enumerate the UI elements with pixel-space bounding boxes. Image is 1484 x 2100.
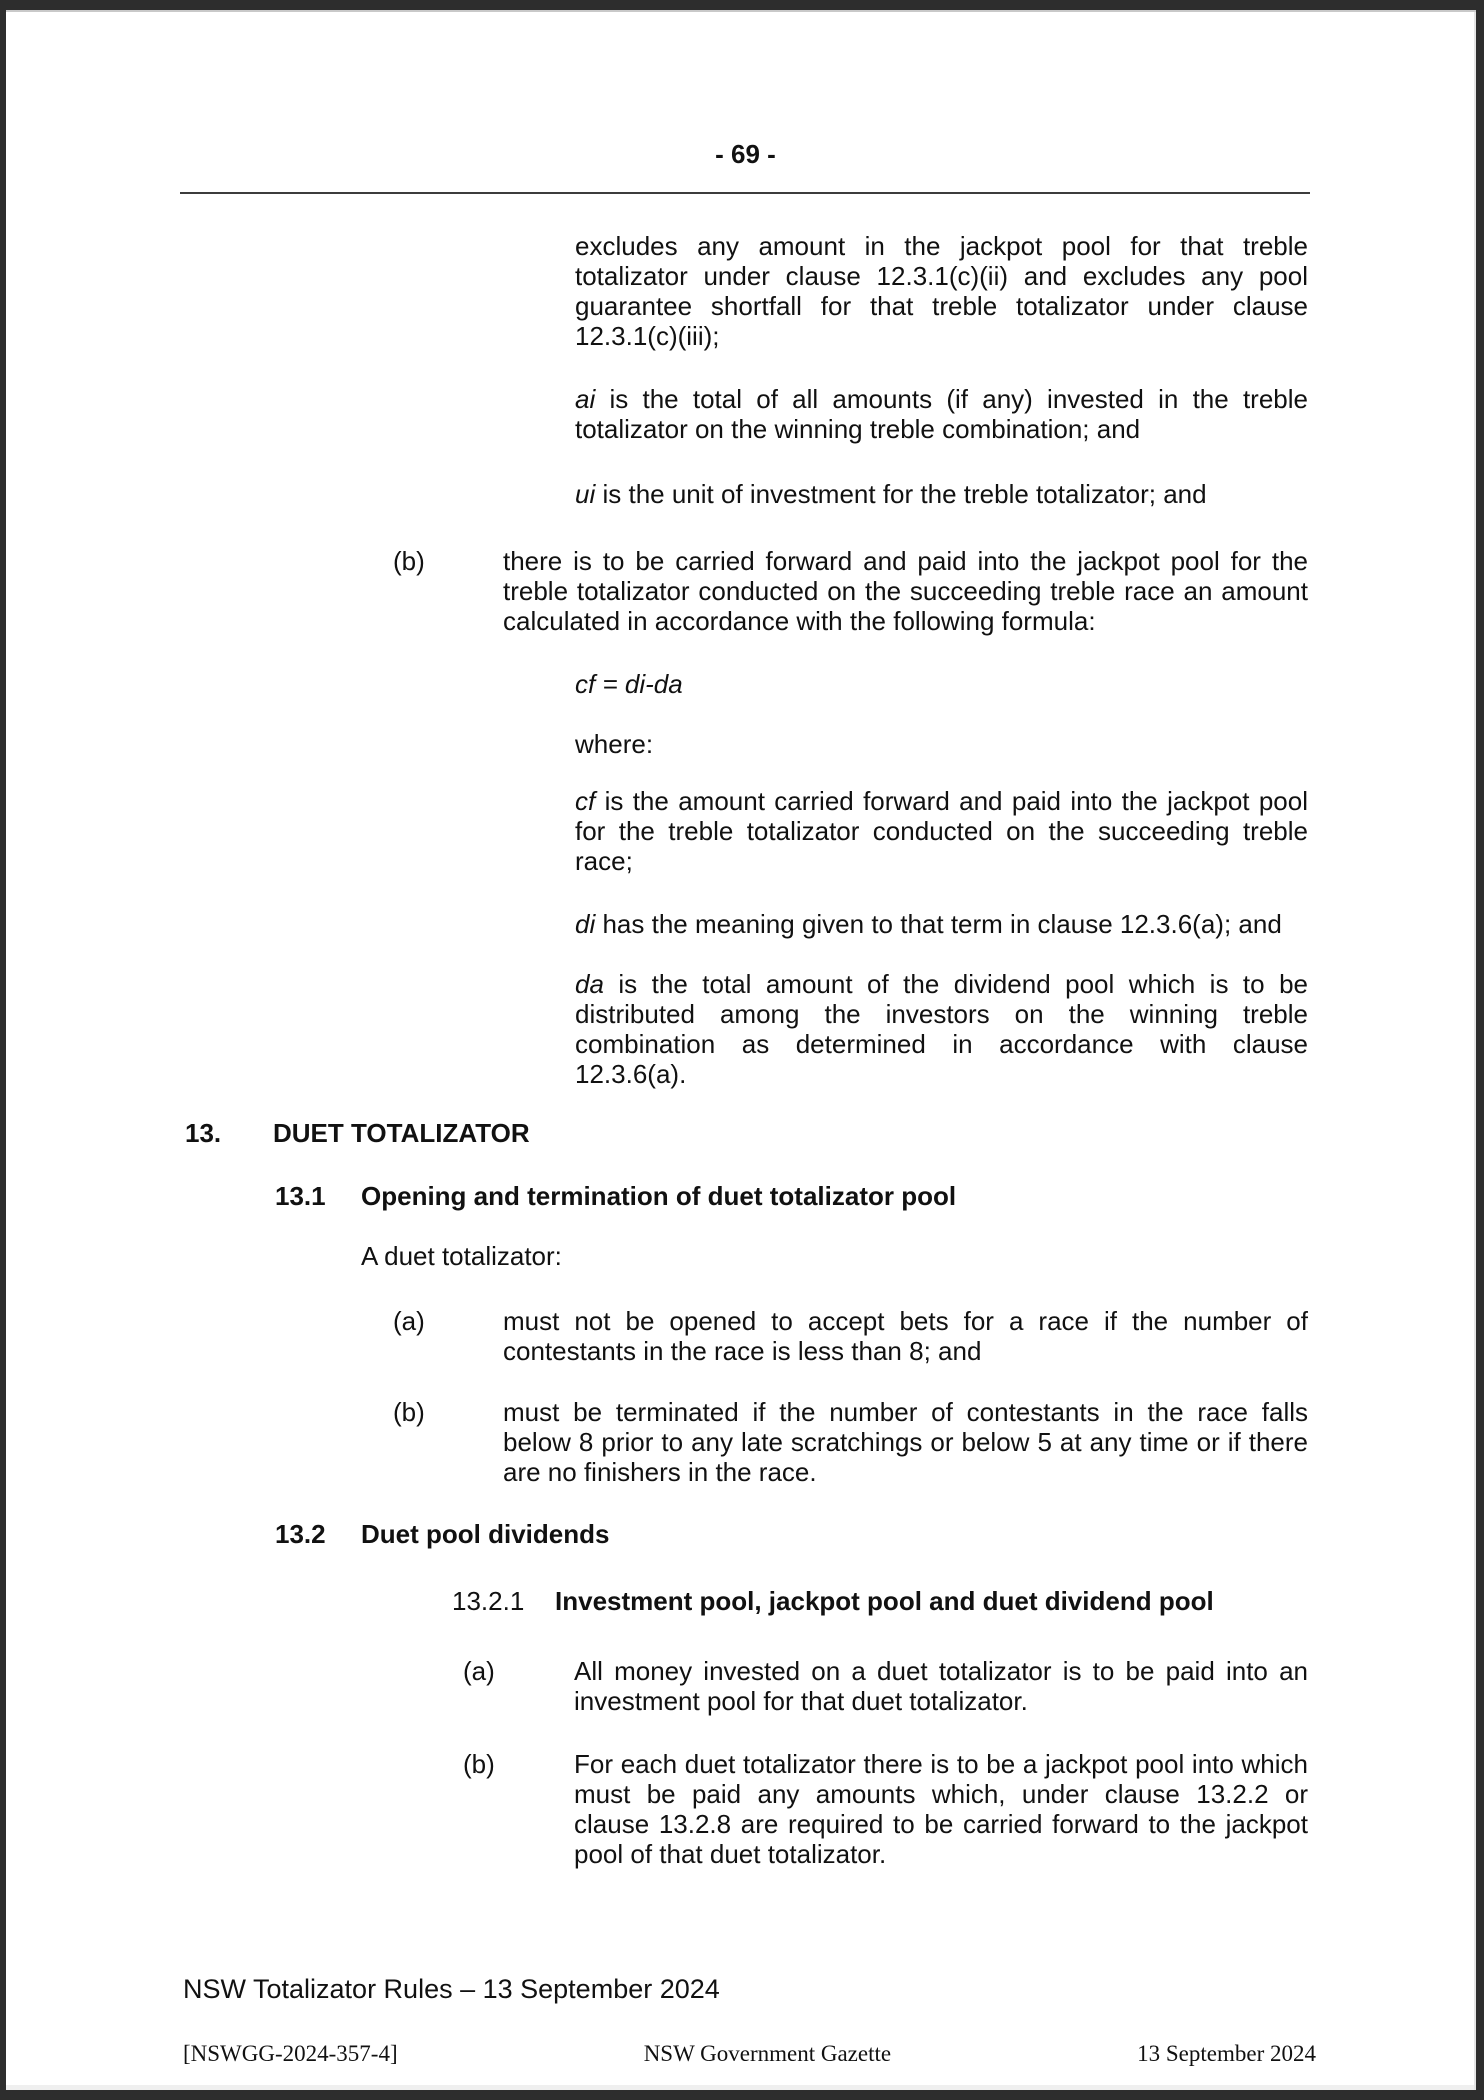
section-heading-13-1 [183,1181,1308,1211]
footer-document-title: NSW Totalizator Rules – 13 September 2024 [183,1974,720,2004]
paragraph-duet-totalizator: A duet totalizator: [361,1241,562,1271]
clause-item-b-jackpot-pool [183,1749,1308,1869]
section-heading-13 [183,1118,1308,1148]
footer-date: 13 September 2024 [1137,2041,1316,2066]
section-title: Investment pool, jackpot pool and duet dividend pool [555,1586,1214,1616]
definition-excludes: excludes any amount in the jackpot pool for that treble totalizator under clause 12.3.1(c)(ii) and excludes any pool guarantee shortfall for that treble totalizator under clause 12.3.1(c)(iii); [575,231,1308,351]
clause-item-a-investment-pool [183,1656,1308,1716]
formula [575,669,1308,699]
formula-text: cf = di-da [575,669,683,699]
item-marker: (a) [393,1306,425,1336]
definition-cf-text: is the amount carried forward and paid into the jackpot pool for the treble totalizator conducted on the succeeding treble race; [575,786,1308,876]
definition-da-text: is the total amount of the dividend pool which is to be distributed among the investors on the winning treble combination as determined in accordance with clause 12.3.6(a). [575,969,1308,1089]
definition-ui [575,479,1308,509]
item-text: All money invested on a duet totalizator is to be paid into an investment pool for that duet totalizator. [574,1656,1308,1716]
footer-reference: [NSWGG-2024-357-4] [183,2041,398,2066]
item-marker: (b) [463,1749,495,1779]
item-marker: (a) [463,1656,495,1686]
term-cf: cf [575,786,596,816]
definition-di-text: has the meaning given to that term in clause 12.3.6(a); and [595,909,1282,939]
definition-da [575,969,1308,1089]
footer-publication: NSW Government Gazette [643,2041,892,2066]
clause-item-a-must-not-open [183,1306,1308,1366]
item-marker: (b) [393,546,425,576]
document-page [6,10,1476,2090]
section-heading-13-2 [183,1519,1308,1549]
definition-di [575,909,1308,939]
page-content [6,139,1476,1869]
section-title: Duet pool dividends [361,1519,610,1549]
section-number: 13.2.1 [452,1586,525,1616]
section-title: DUET TOTALIZATOR [273,1118,530,1148]
term-di: di [575,909,596,939]
section-heading-13-2-1 [183,1586,1308,1616]
section-number: 13.1 [275,1181,326,1211]
section-number: 13.2 [275,1519,326,1549]
section-number: 13. [185,1118,222,1148]
item-text: For each duet totalizator there is to be a jackpot pool into which must be paid any amounts which, under clause 13.2.2 or clause 13.2.8 are required to be carried forward to the jackpot pool of that duet totalizator. [574,1749,1308,1869]
clause-item-b-carry-forward [183,546,1308,636]
term-da: da [575,969,604,999]
item-text: there is to be carried forward and paid into the jackpot pool for the treble totalizator conducted on the succeeding treble race an amount calculated in accordance with the following formula: [503,546,1308,636]
section-title: Opening and termination of duet totalizator pool [361,1181,957,1211]
term-ui: ui [575,479,596,509]
term-ai: ai [575,384,596,414]
header-rule [180,192,1310,194]
definition-ai-text: is the total of all amounts (if any) invested in the treble totalizator on the winning treble combination; and [575,384,1308,444]
item-marker: (b) [393,1397,425,1427]
page-number: - 69 - [715,139,776,169]
where-label: where: [575,729,654,759]
definition-ui-text: is the unit of investment for the treble totalizator; and [595,479,1207,509]
footer-meta-row [183,2039,1316,2069]
item-text: must not be opened to accept bets for a race if the number of contestants in the race is less than 8; and [503,1306,1308,1366]
definition-ai [575,384,1308,444]
definition-cf [575,786,1308,876]
item-text: must be terminated if the number of contestants in the race falls below 8 prior to any late scratchings or below 5 at any time or if there are no finishers in the race. [503,1397,1308,1487]
clause-item-b-must-terminate [183,1397,1308,1487]
